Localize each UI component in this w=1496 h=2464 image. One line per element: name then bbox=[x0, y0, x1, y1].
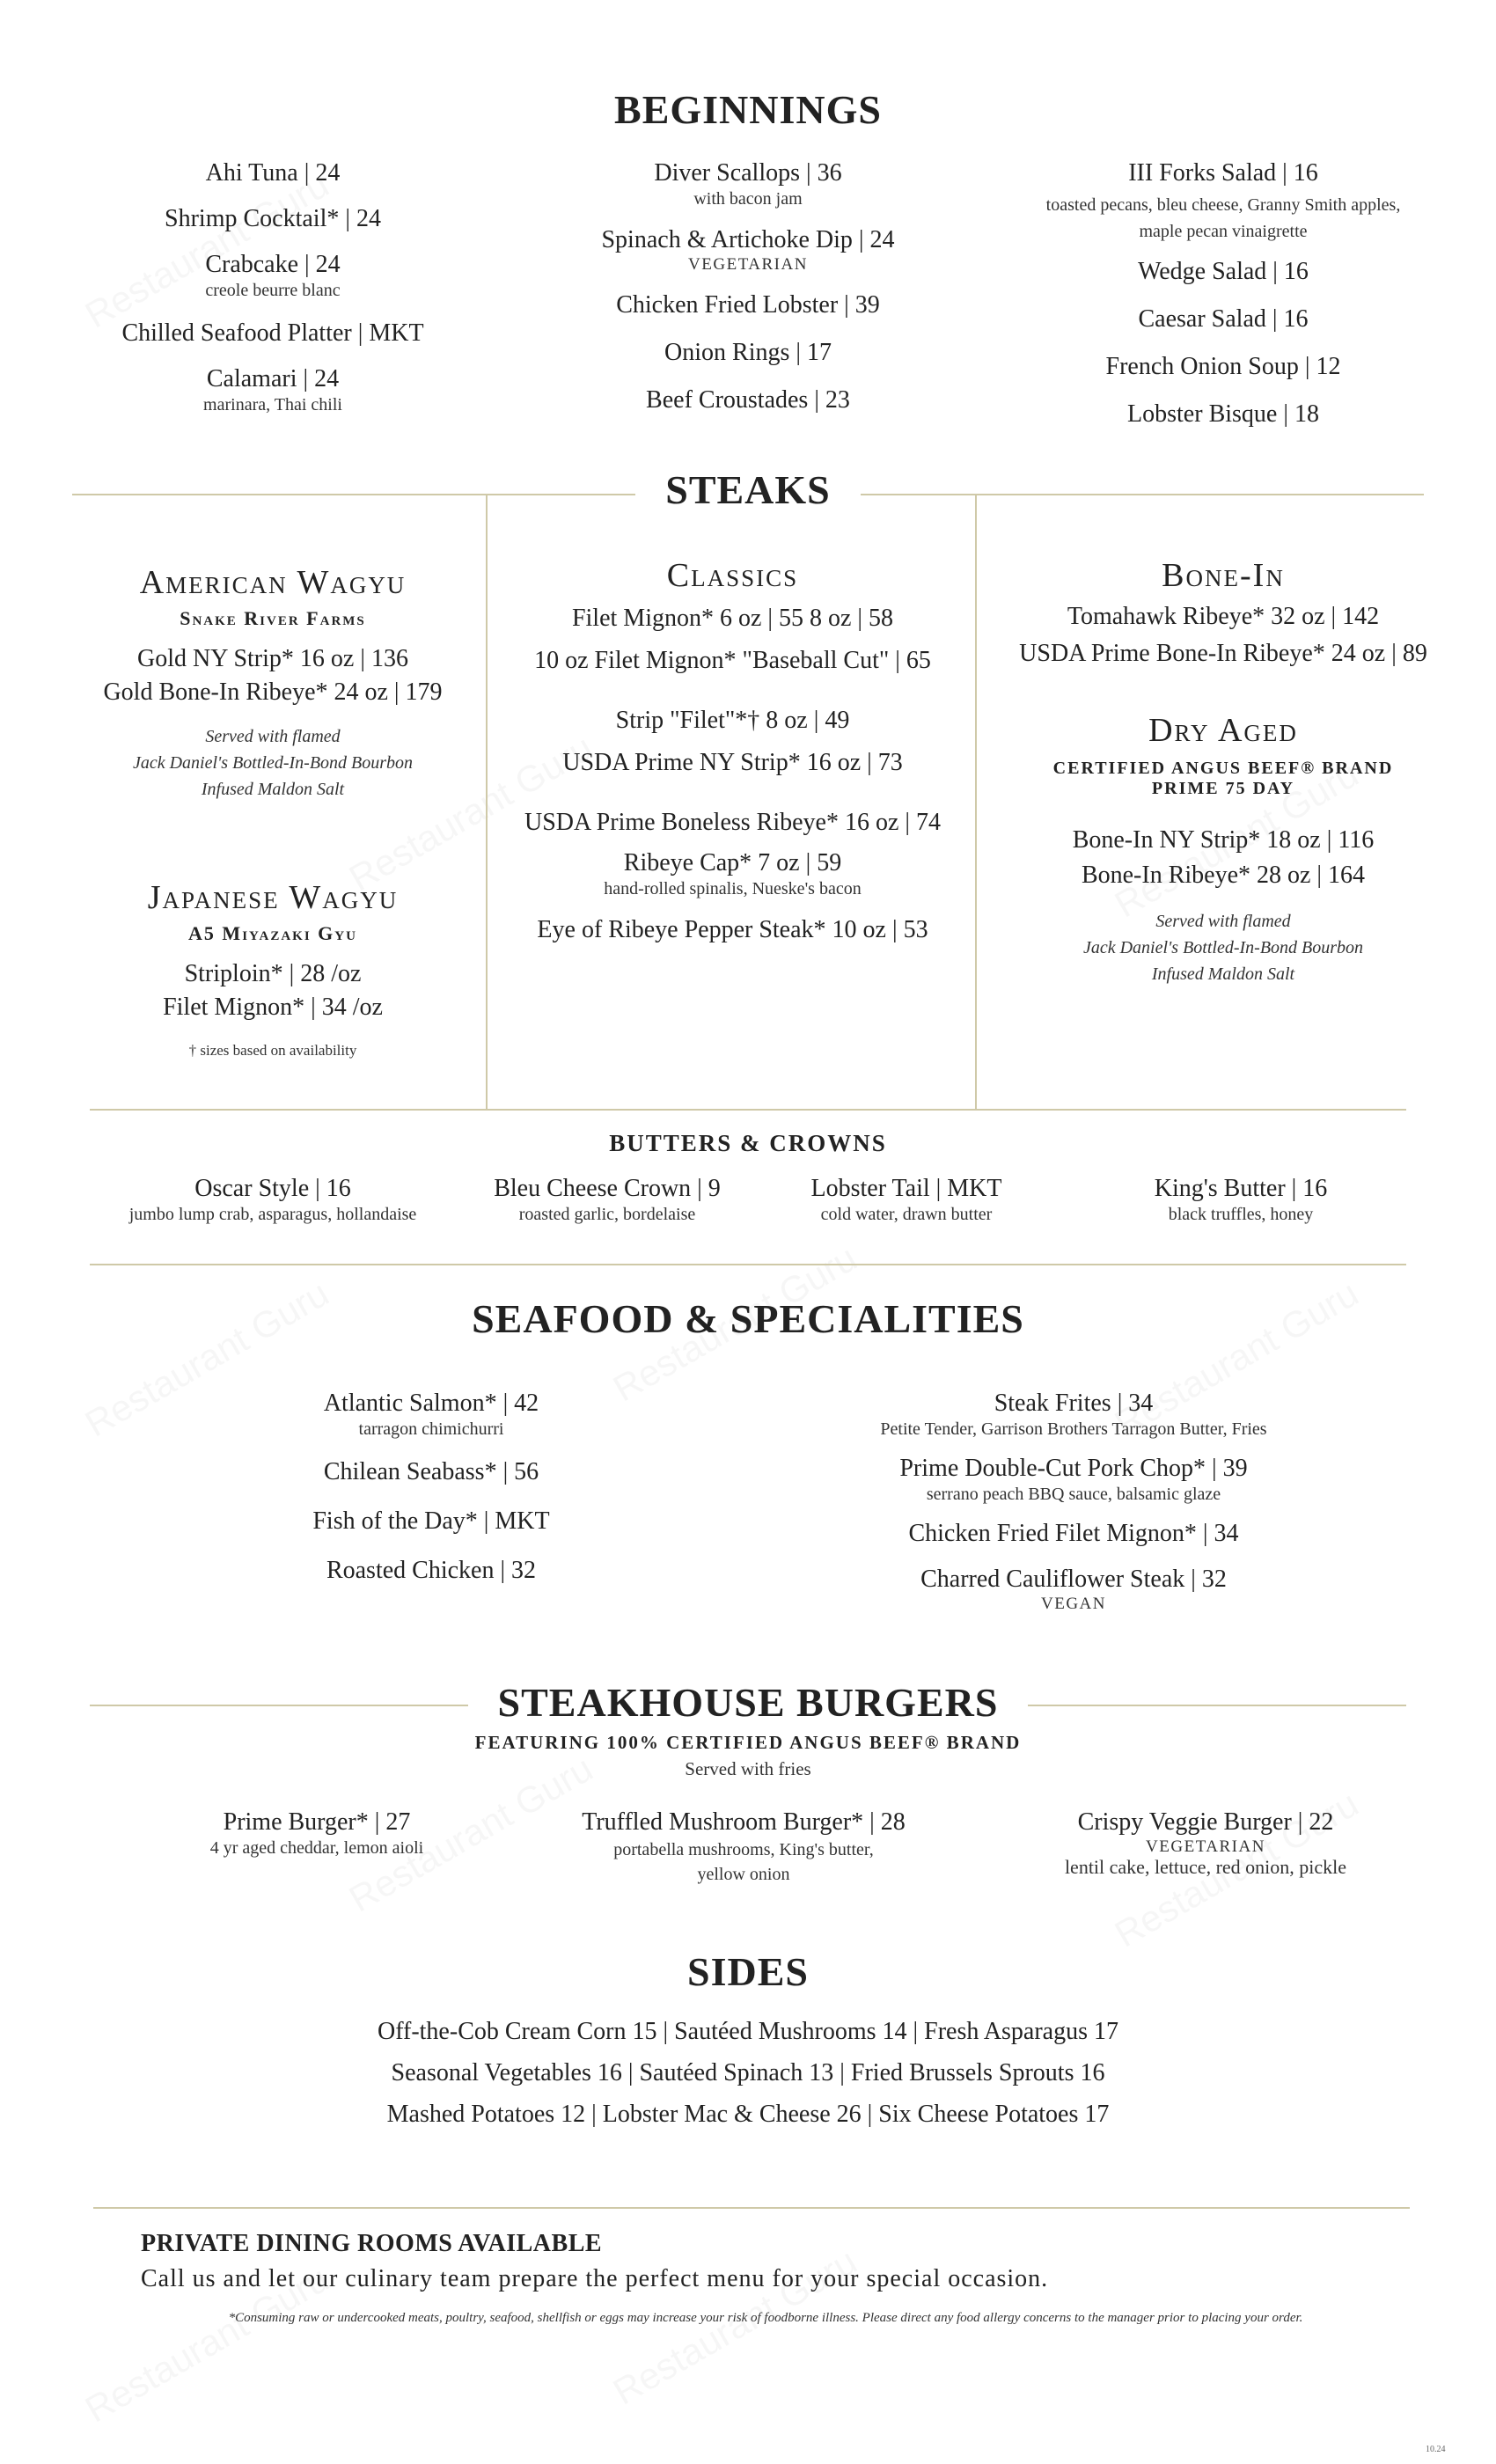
beginnings-col3 bbox=[1003, 158, 1443, 429]
menu-item: Chilean Seabass* | 56 bbox=[323, 1458, 539, 1485]
sides-list bbox=[0, 2017, 1496, 2130]
seafood-title: SEAFOOD & SPECIALITIES bbox=[472, 1296, 1024, 1341]
dry-aged-title: Dry Aged bbox=[1148, 712, 1298, 749]
divider bbox=[93, 2207, 1410, 2209]
menu-item: Ribeye Cap* 7 oz | 59 bbox=[623, 849, 842, 876]
divider bbox=[1028, 1705, 1406, 1706]
menu-item-desc: roasted garlic, bordelaise bbox=[518, 1205, 696, 1224]
menu-item: Beef Croustades | 23 bbox=[646, 386, 850, 414]
menu-item-desc: toasted pecans, bleu cheese, Granny Smith apples, maple pecan vinaigrette bbox=[1045, 195, 1401, 241]
note-line: Served with flamed bbox=[205, 727, 341, 746]
american-wagyu-title: American Wagyu bbox=[139, 564, 407, 601]
menu-item: Strip "Filet"*† 8 oz | 49 bbox=[615, 707, 850, 734]
butter-item bbox=[1082, 1174, 1399, 1225]
menu-item: Caesar Salad | 16 bbox=[1138, 305, 1309, 333]
japanese-wagyu-subtitle: A5 Miyazaki Gyu bbox=[188, 922, 357, 944]
menu-item: USDA Prime Bone-In Ribeye* 24 oz | 89 bbox=[1019, 640, 1427, 667]
burger-item bbox=[132, 1808, 502, 1859]
menu-item: King's Butter | 16 bbox=[1154, 1175, 1328, 1202]
seafood-right-col bbox=[774, 1389, 1373, 1614]
disclaimer: *Consuming raw or undercooked meats, poultry, seafood, shellfish or eggs may increase your risk of foodborne illness. Please direct any food allergy concerns to the manager prior to placing your order. bbox=[228, 2311, 1303, 2325]
menu-item-desc: lentil cake, lettuce, red onion, pickle bbox=[1064, 1856, 1347, 1878]
menu-item: Charred Cauliflower Steak | 32 bbox=[920, 1566, 1227, 1593]
dry-aged-subtitle: PRIME 75 DAY bbox=[1151, 779, 1295, 798]
menu-item: Crispy Veggie Burger | 22 bbox=[1077, 1808, 1334, 1836]
vegan-tag: VEGAN bbox=[1041, 1595, 1106, 1613]
menu-item: Bone-In NY Strip* 18 oz | 116 bbox=[1072, 826, 1375, 854]
menu-item: USDA Prime NY Strip* 16 oz | 73 bbox=[562, 749, 903, 776]
menu-item: Calamari | 24 bbox=[206, 365, 340, 392]
menu-item: Crabcake | 24 bbox=[205, 251, 341, 278]
menu-item: Shrimp Cocktail* | 24 bbox=[165, 205, 381, 232]
divider bbox=[90, 1705, 468, 1706]
menu-item-desc: marinara, Thai chili bbox=[203, 395, 342, 414]
menu-item: Roasted Chicken | 32 bbox=[326, 1557, 537, 1584]
menu-item-desc: black truffles, honey bbox=[1168, 1205, 1314, 1224]
bone-in-section bbox=[977, 556, 1470, 669]
menu-item: Tomahawk Ribeye* 32 oz | 142 bbox=[1067, 603, 1380, 630]
menu-item: Prime Double-Cut Pork Chop* | 39 bbox=[899, 1455, 1248, 1482]
divider bbox=[72, 494, 635, 495]
menu-item: Diver Scallops | 36 bbox=[654, 159, 842, 187]
burgers-subtitle: FEATURING 100% CERTIFIED ANGUS BEEF® BRAND bbox=[474, 1732, 1022, 1753]
burgers-served-note: Served with fries bbox=[685, 1758, 811, 1779]
note-line: Jack Daniel's Bottled-In-Bond Bourbon bbox=[132, 753, 414, 773]
menu-item: French Onion Soup | 12 bbox=[1105, 353, 1341, 380]
menu-item: Chilled Seafood Platter | MKT bbox=[121, 319, 424, 347]
vegetarian-tag: VEGETARIAN bbox=[688, 255, 808, 274]
menu-item: Oscar Style | 16 bbox=[194, 1175, 351, 1202]
butter-item bbox=[106, 1174, 440, 1225]
seafood-left-col bbox=[246, 1389, 616, 1586]
burger-item bbox=[546, 1808, 942, 1887]
sides-row: Off-the-Cob Cream Corn 15 | Sautéed Mushrooms 14 | Fresh Asparagus 17 bbox=[377, 2018, 1119, 2045]
menu-item: Eye of Ribeye Pepper Steak* 10 oz | 53 bbox=[537, 916, 928, 943]
note-line: Infused Maldon Salt bbox=[1151, 964, 1295, 984]
classics-title: Classics bbox=[666, 557, 799, 594]
menu-item-desc: portabella mushrooms, King's butter, yellow onion bbox=[613, 1840, 874, 1884]
dry-aged-subtitle: CERTIFIED ANGUS BEEF® BRAND bbox=[1052, 759, 1394, 778]
menu-item: Gold Bone-In Ribeye* 24 oz | 179 bbox=[103, 678, 443, 706]
butters-title: BUTTERS & CROWNS bbox=[609, 1130, 887, 1156]
menu-item: Atlantic Salmon* | 42 bbox=[323, 1390, 539, 1417]
menu-item-desc: tarragon chimichurri bbox=[358, 1419, 504, 1439]
note-line: Jack Daniel's Bottled-In-Bond Bourbon bbox=[1082, 938, 1364, 957]
menu-item: Steak Frites | 34 bbox=[994, 1390, 1154, 1417]
menu-item: Bone-In Ribeye* 28 oz | 164 bbox=[1081, 862, 1366, 889]
vegetarian-tag: VEGETARIAN bbox=[1146, 1837, 1265, 1856]
menu-item: Wedge Salad | 16 bbox=[1138, 258, 1309, 285]
menu-item: 10 oz Filet Mignon* "Baseball Cut" | 65 bbox=[534, 647, 931, 674]
sides-title: SIDES bbox=[687, 1949, 809, 1994]
menu-item: Striploin* | 28 /oz bbox=[184, 960, 362, 987]
butter-item bbox=[774, 1174, 1038, 1225]
divider bbox=[90, 1109, 1406, 1111]
menu-item: Fish of the Day* | MKT bbox=[312, 1507, 550, 1535]
menu-item: Truffled Mushroom Burger* | 28 bbox=[582, 1808, 906, 1836]
availability-note: † sizes based on availability bbox=[188, 1042, 357, 1059]
private-dining-title: PRIVATE DINING ROOMS AVAILABLE bbox=[141, 2230, 603, 2257]
american-wagyu-section bbox=[53, 563, 493, 803]
menu-item: Spinach & Artichoke Dip | 24 bbox=[601, 226, 895, 253]
menu-item: Onion Rings | 17 bbox=[664, 339, 832, 366]
menu-item-desc: creole beurre blanc bbox=[205, 281, 341, 300]
sides-row: Mashed Potatoes 12 | Lobster Mac & Cheese 26 | Six Cheese Potatoes 17 bbox=[386, 2101, 1110, 2128]
menu-item: Prime Burger* | 27 bbox=[223, 1808, 411, 1836]
menu-item-desc: hand-rolled spinalis, Nueske's bacon bbox=[604, 879, 862, 898]
beginnings-col1 bbox=[88, 158, 458, 415]
private-dining-text: Call us and let our culinary team prepare the perfect menu for your special occasion. bbox=[141, 2265, 1049, 2292]
steaks-title: STEAKS bbox=[665, 467, 831, 512]
dry-aged-section bbox=[977, 711, 1470, 987]
american-wagyu-subtitle: Snake River Farms bbox=[180, 607, 366, 629]
menu-item: Lobster Tail | MKT bbox=[810, 1175, 1002, 1202]
menu-item-desc: with bacon jam bbox=[693, 189, 803, 209]
menu-item: Chicken Fried Filet Mignon* | 34 bbox=[908, 1520, 1239, 1547]
menu-item-desc: jumbo lump crab, asparagus, hollandaise bbox=[128, 1205, 417, 1224]
menu-item: III Forks Salad | 16 bbox=[1128, 159, 1318, 187]
menu-code: 10.24 bbox=[1426, 2445, 1446, 2454]
divider bbox=[861, 494, 1424, 495]
menu-item: Chicken Fried Lobster | 39 bbox=[616, 291, 880, 319]
menu-item-desc: serrano peach BBQ sauce, balsamic glaze bbox=[926, 1485, 1221, 1504]
classics-section bbox=[493, 556, 972, 945]
butter-item bbox=[458, 1174, 757, 1225]
note-line: Served with flamed bbox=[1155, 912, 1291, 931]
menu-item: Filet Mignon* | 34 /oz bbox=[163, 994, 383, 1021]
japanese-wagyu-section bbox=[53, 878, 493, 1061]
bone-in-title: Bone-In bbox=[1162, 557, 1285, 594]
menu-item: Filet Mignon* 6 oz | 55 8 oz | 58 bbox=[571, 605, 894, 632]
menu-item-desc: 4 yr aged cheddar, lemon aioli bbox=[209, 1838, 424, 1858]
sides-row: Seasonal Vegetables 16 | Sautéed Spinach 13 | Fried Brussels Sprouts 16 bbox=[391, 2059, 1105, 2086]
beginnings-title: BEGINNINGS bbox=[614, 87, 882, 132]
burgers-title: STEAKHOUSE BURGERS bbox=[497, 1680, 999, 1725]
burger-item bbox=[1003, 1808, 1408, 1878]
menu-item: Bleu Cheese Crown | 9 bbox=[494, 1175, 721, 1202]
japanese-wagyu-title: Japanese Wagyu bbox=[147, 879, 399, 916]
menu-item: Ahi Tuna | 24 bbox=[205, 159, 341, 187]
menu-item-desc: Petite Tender, Garrison Brothers Tarragon Butter, Fries bbox=[880, 1419, 1267, 1439]
note-line: Infused Maldon Salt bbox=[201, 780, 345, 799]
menu-item: USDA Prime Boneless Ribeye* 16 oz | 74 bbox=[524, 809, 942, 836]
divider bbox=[90, 1264, 1406, 1265]
menu-item-desc: cold water, drawn butter bbox=[820, 1205, 993, 1224]
menu-item: Gold NY Strip* 16 oz | 136 bbox=[137, 645, 408, 672]
beginnings-col2 bbox=[528, 158, 968, 415]
menu-item: Lobster Bisque | 18 bbox=[1127, 400, 1319, 428]
